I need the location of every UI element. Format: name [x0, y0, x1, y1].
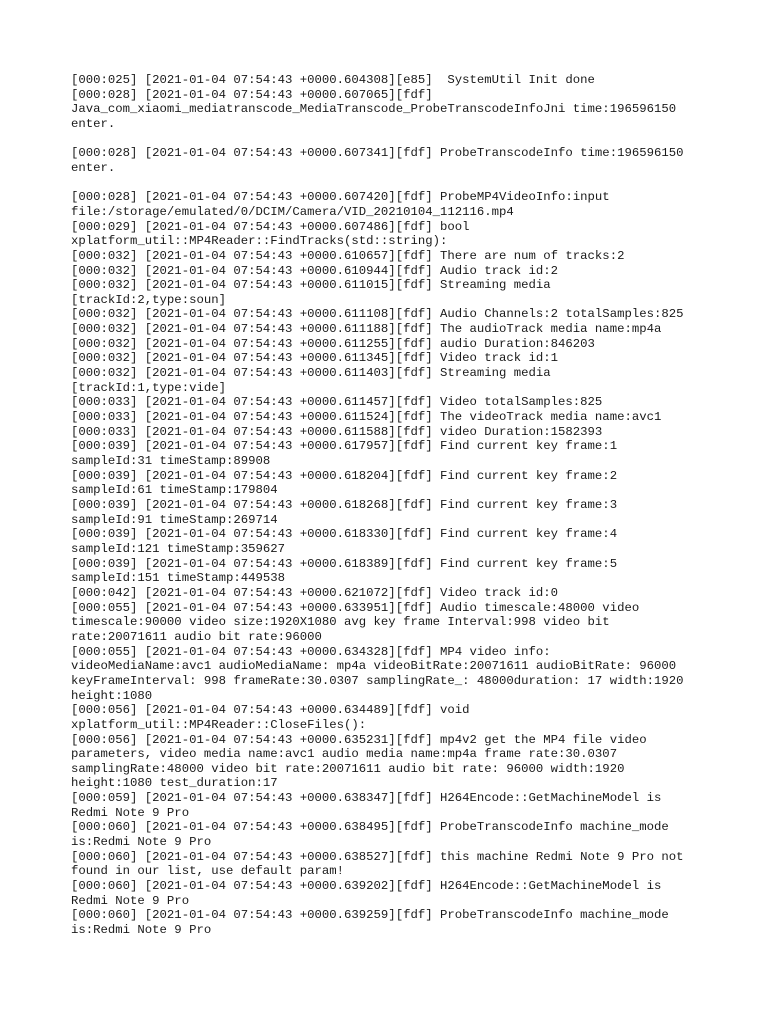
log-line: [000:056] [2021-01-04 07:54:43 +0000.635231][fdf] mp4v2 get the MP4 file video — [71, 732, 647, 747]
log-line: [000:039] [2021-01-04 07:54:43 +0000.618268][fdf] Find current key frame:3 — [71, 498, 618, 512]
log-line: enter. — [71, 116, 116, 131]
log-line: [trackId:2,type:soun] — [71, 292, 226, 307]
log-line: Redmi Note 9 Pro — [71, 805, 190, 820]
log-line: [000:033] [2021-01-04 07:54:43 +0000.611457][fdf] Video totalSamples:825 — [71, 395, 603, 410]
log-line: videoMediaName:avc1 audioMediaName: mp4a videoBitRate:20071611 audioBitRate: 96000 — [71, 659, 677, 674]
log-line: timescale:90000 video size:1920X1080 avg key frame Interval:998 video bit — [71, 615, 610, 630]
log-line: enter. — [71, 160, 116, 175]
log-line: is:Redmi Note 9 Pro — [71, 835, 212, 850]
log-line: [000:056] [2021-01-04 07:54:43 +0000.634489][fdf] void — [71, 703, 470, 718]
log-line: sampleId:121 timeStamp:359627 — [71, 541, 286, 556]
log-text-block — [71, 73, 761, 938]
log-line: sampleId:31 timeStamp:89908 — [71, 454, 271, 469]
log-line: [000:039] [2021-01-04 07:54:43 +0000.618389][fdf] Find current key frame:5 — [71, 556, 618, 571]
log-line: [000:060] [2021-01-04 07:54:43 +0000.639202][fdf] H264Encode::GetMachineModel is — [71, 879, 662, 894]
log-line: [000:039] [2021-01-04 07:54:43 +0000.618204][fdf] Find current key frame:2 — [71, 468, 618, 483]
log-line: [000:025] [2021-01-04 07:54:43 +0000.604308][e85] SystemUtil Init done — [71, 73, 595, 87]
log-line: [000:059] [2021-01-04 07:54:43 +0000.638347][fdf] H264Encode::GetMachineModel is — [71, 791, 662, 806]
log-line: [000:032] [2021-01-04 07:54:43 +0000.611015][fdf] Streaming media — [71, 278, 551, 293]
log-line: [000:029] [2021-01-04 07:54:43 +0000.607486][fdf] bool — [71, 219, 470, 234]
log-line: [000:033] [2021-01-04 07:54:43 +0000.611588][fdf] video Duration:1582393 — [71, 424, 603, 439]
log-line: [000:032] [2021-01-04 07:54:43 +0000.610657][fdf] There are num of tracks:2 — [71, 248, 625, 263]
log-line: found in our list, use default param! — [71, 864, 345, 879]
log-line: sampleId:61 timeStamp:179804 — [71, 483, 278, 498]
log-line: sampleId:151 timeStamp:449538 — [71, 571, 286, 586]
log-line: [000:032] [2021-01-04 07:54:43 +0000.611255][fdf] audio Duration:846203 — [71, 336, 595, 351]
log-line: [000:032] [2021-01-04 07:54:43 +0000.611188][fdf] The audioTrack media name:mp4a — [71, 322, 662, 337]
log-line: [000:055] [2021-01-04 07:54:43 +0000.633951][fdf] Audio timescale:48000 video — [71, 600, 640, 615]
log-line: xplatform_util::MP4Reader::FindTracks(std::string): — [71, 234, 448, 249]
log-line: parameters, video media name:avc1 audio media name:mp4a frame rate:30.0307 — [71, 747, 618, 762]
log-line: [000:039] [2021-01-04 07:54:43 +0000.618330][fdf] Find current key frame:4 — [71, 527, 618, 542]
log-line: [000:039] [2021-01-04 07:54:43 +0000.617957][fdf] Find current key frame:1 — [71, 439, 618, 454]
log-line: height:1080 — [71, 688, 153, 703]
log-line: [000:028] [2021-01-04 07:54:43 +0000.607341][fdf] ProbeTranscodeInfo time:196596150 — [71, 146, 684, 161]
log-line: height:1080 test_duration:17 — [71, 776, 278, 791]
log-line: is:Redmi Note 9 Pro — [71, 923, 212, 938]
log-line: [000:028] [2021-01-04 07:54:43 +0000.607065][fdf] — [71, 87, 433, 102]
log-line: Redmi Note 9 Pro — [71, 893, 190, 908]
log-line: [000:060] [2021-01-04 07:54:43 +0000.638527][fdf] this machine Redmi Note 9 Pro not — [71, 849, 684, 864]
log-line: [000:032] [2021-01-04 07:54:43 +0000.611403][fdf] Streaming media — [71, 366, 551, 381]
log-line: xplatform_util::MP4Reader::CloseFiles(): — [71, 717, 367, 732]
log-line: file:/storage/emulated/0/DCIM/Camera/VID_20210104_112116.mp4 — [71, 204, 514, 219]
log-line: keyFrameInterval: 998 frameRate:30.0307 samplingRate_: 48000duration: 17 width:1920 — [71, 673, 684, 688]
blank-line — [71, 176, 761, 191]
log-line: [000:060] [2021-01-04 07:54:43 +0000.639259][fdf] ProbeTranscodeInfo machine_mode — [71, 908, 669, 923]
log-line: [000:055] [2021-01-04 07:54:43 +0000.634328][fdf] MP4 video info: — [71, 644, 551, 659]
log-line: [trackId:1,type:vide] — [71, 380, 226, 395]
log-line: [000:032] [2021-01-04 07:54:43 +0000.611345][fdf] Video track id:1 — [71, 351, 559, 366]
log-line: [000:042] [2021-01-04 07:54:43 +0000.621072][fdf] Video track id:0 — [71, 585, 559, 600]
log-line: [000:060] [2021-01-04 07:54:43 +0000.638495][fdf] ProbeTranscodeInfo machine_mode — [71, 820, 669, 835]
blank-line — [71, 132, 761, 147]
log-line: Java_com_xiaomi_mediatranscode_MediaTranscode_ProbeTranscodeInfoJni time:196596150 — [71, 102, 677, 117]
log-line: rate:20071611 audio bit rate:96000 — [71, 629, 322, 644]
log-line: samplingRate:48000 video bit rate:20071611 audio bit rate: 96000 width:1920 — [71, 761, 625, 776]
log-line: sampleId:91 timeStamp:269714 — [71, 512, 278, 527]
log-line: [000:032] [2021-01-04 07:54:43 +0000.610944][fdf] Audio track id:2 — [71, 263, 559, 278]
log-line: [000:028] [2021-01-04 07:54:43 +0000.607420][fdf] ProbeMP4VideoInfo:input — [71, 190, 610, 205]
log-line: [000:033] [2021-01-04 07:54:43 +0000.611524][fdf] The videoTrack media name:avc1 — [71, 410, 662, 425]
log-line: [000:032] [2021-01-04 07:54:43 +0000.611108][fdf] Audio Channels:2 totalSamples:825 — [71, 307, 684, 322]
